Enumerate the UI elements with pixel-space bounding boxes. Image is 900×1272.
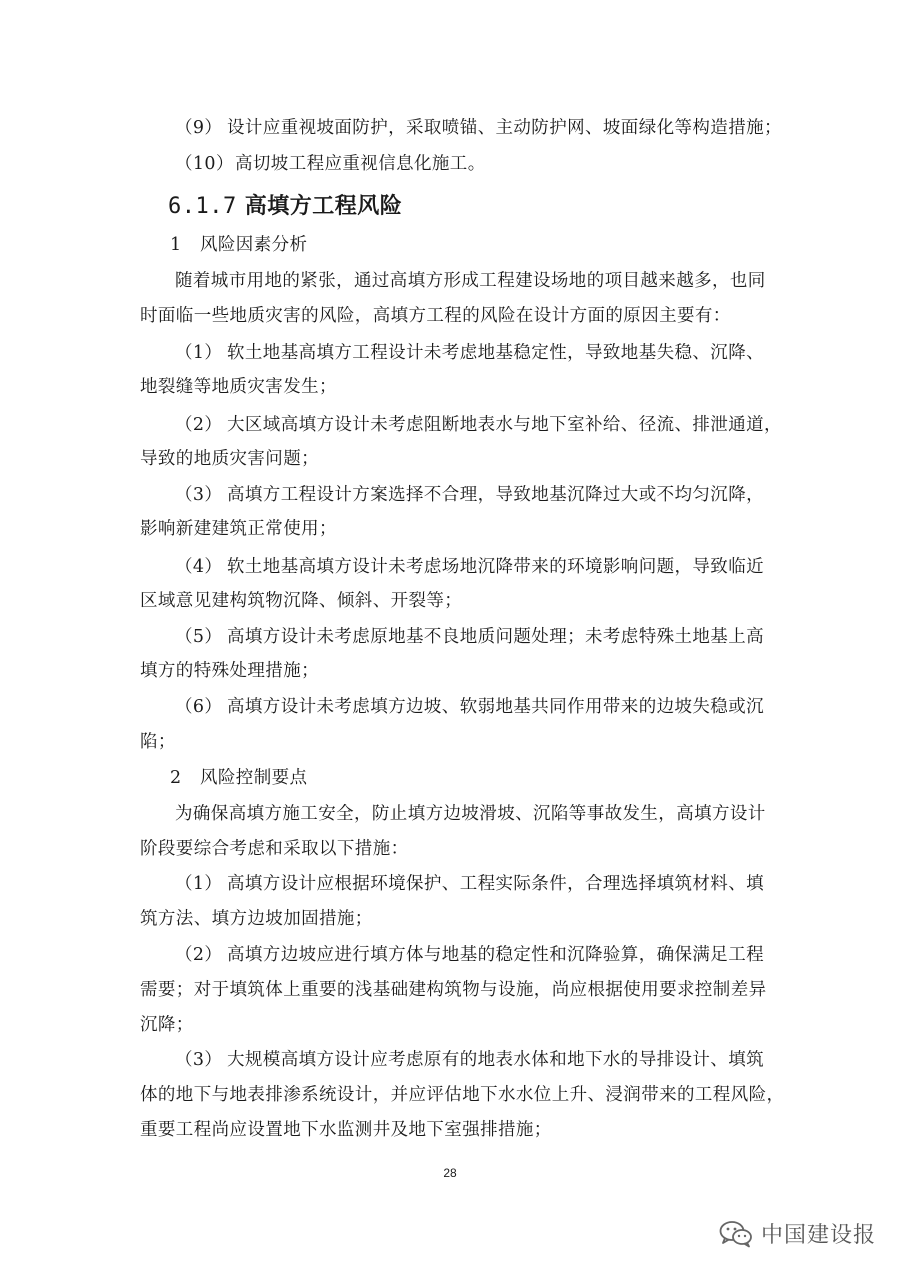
watermark [719, 1218, 876, 1249]
risk-item-4 [175, 555, 815, 579]
watermark-text: 中国建设报 [760, 1223, 876, 1248]
risk-item-3 [175, 483, 815, 507]
section-heading [168, 193, 402, 221]
paragraph-line: 阶段要综合考虑和采取以下措施： [140, 839, 409, 859]
risk-item-6 [175, 695, 815, 719]
item-text: 高填方边坡应进行填方体与地基的稳定性和沉降验算，确保满足工程 [227, 945, 764, 965]
item-number: （4） [175, 557, 223, 577]
item-number: （2） [175, 945, 223, 965]
subheading-risk-analysis [170, 233, 810, 257]
risk-item-2-cont: 导致的地质灾害问题； [140, 449, 319, 469]
item-text: 高填方工程设计方案选择不合理，导致地基沉降过大或不均匀沉降， [227, 485, 764, 505]
subheading-title: 风险控制要点 [200, 768, 308, 788]
item-number: （9） [175, 118, 223, 138]
item-text: 高填方设计未考虑填方边坡、软弱地基共同作用带来的边坡失稳或沉 [227, 697, 764, 717]
wechat-icon [719, 1220, 753, 1248]
item-number: （1） [175, 343, 223, 363]
control-item-3-cont: 重要工程尚应设置地下水监测井及地下室强排措施； [140, 1120, 552, 1140]
subheading-number: 2 [170, 768, 182, 788]
item-text: 高填方设计应根据环境保护、工程实际条件，合理选择填筑材料、填 [227, 874, 764, 894]
control-item-2-cont: 沉降； [140, 1015, 194, 1035]
item-text: 高填方设计未考虑原地基不良地质问题处理；未考虑特殊土地基上高 [227, 627, 764, 647]
paragraph-line: 为确保高填方施工安全，防止填方边坡滑坡、沉陷等事故发生，高填方设计 [175, 804, 766, 824]
control-item-3 [175, 1048, 815, 1072]
risk-item-1 [175, 341, 815, 365]
item-number: （2） [175, 415, 223, 435]
risk-item-1-cont: 地裂缝等地质灾害发生； [140, 377, 337, 397]
subheading-number: 1 [170, 235, 182, 255]
item-text: 大区域高填方设计未考虑阻断地表水与地下室补给、径流、排泄通道， [227, 415, 782, 435]
risk-item-3-cont: 影响新建建筑正常使用； [140, 519, 337, 539]
item-number: （10） [175, 154, 234, 174]
section-title: 高填方工程风险 [244, 194, 403, 219]
item-number: （5） [175, 627, 223, 647]
paragraph-line: 随着城市用地的紧张，通过高填方形成工程建设场地的项目越来越多，也同 [175, 271, 766, 291]
item-number: （6） [175, 697, 223, 717]
paragraph-line: 时面临一些地质灾害的风险，高填方工程的风险在设计方面的原因主要有： [140, 306, 731, 326]
item-number: （3） [175, 485, 223, 505]
control-item-1-cont: 筑方法、填方边坡加固措施； [140, 909, 373, 929]
item-10 [175, 152, 815, 176]
risk-item-6-cont: 陷； [140, 732, 176, 752]
item-text: 大规模高填方设计应考虑原有的地表水体和地下水的导排设计、填筑 [227, 1050, 764, 1070]
item-text: 高切坡工程应重视信息化施工。 [235, 154, 486, 174]
item-number: （1） [175, 874, 223, 894]
item-text: 软土地基高填方设计未考虑场地沉降带来的环境影响问题，导致临近 [227, 557, 764, 577]
risk-item-5-cont: 填方的特殊处理措施； [140, 661, 319, 681]
control-item-2 [175, 943, 815, 967]
control-item-1 [175, 872, 815, 896]
risk-item-4-cont: 区域意见建构筑物沉降、倾斜、开裂等； [140, 591, 463, 611]
subheading-title: 风险因素分析 [200, 235, 308, 255]
control-item-2-cont: 需要；对于填筑体上重要的浅基础建构筑物与设施，尚应根据使用要求控制差异 [140, 980, 767, 1000]
item-9 [175, 116, 815, 140]
control-item-3-cont: 体的地下与地表排渗系统设计，并应评估地下水水位上升、浸润带来的工程风险， [140, 1085, 785, 1105]
subheading-risk-control [170, 766, 810, 790]
item-text: 设计应重视坡面防护，采取喷锚、主动防护网、坡面绿化等构造措施； [227, 118, 782, 138]
risk-item-5 [175, 625, 815, 649]
section-number: 6.1.7 [168, 194, 237, 219]
item-number: （3） [175, 1050, 223, 1070]
page-number: 28 [443, 1166, 457, 1180]
item-text: 软土地基高填方工程设计未考虑地基稳定性，导致地基失稳、沉降、 [227, 343, 764, 363]
risk-item-2 [175, 413, 815, 437]
